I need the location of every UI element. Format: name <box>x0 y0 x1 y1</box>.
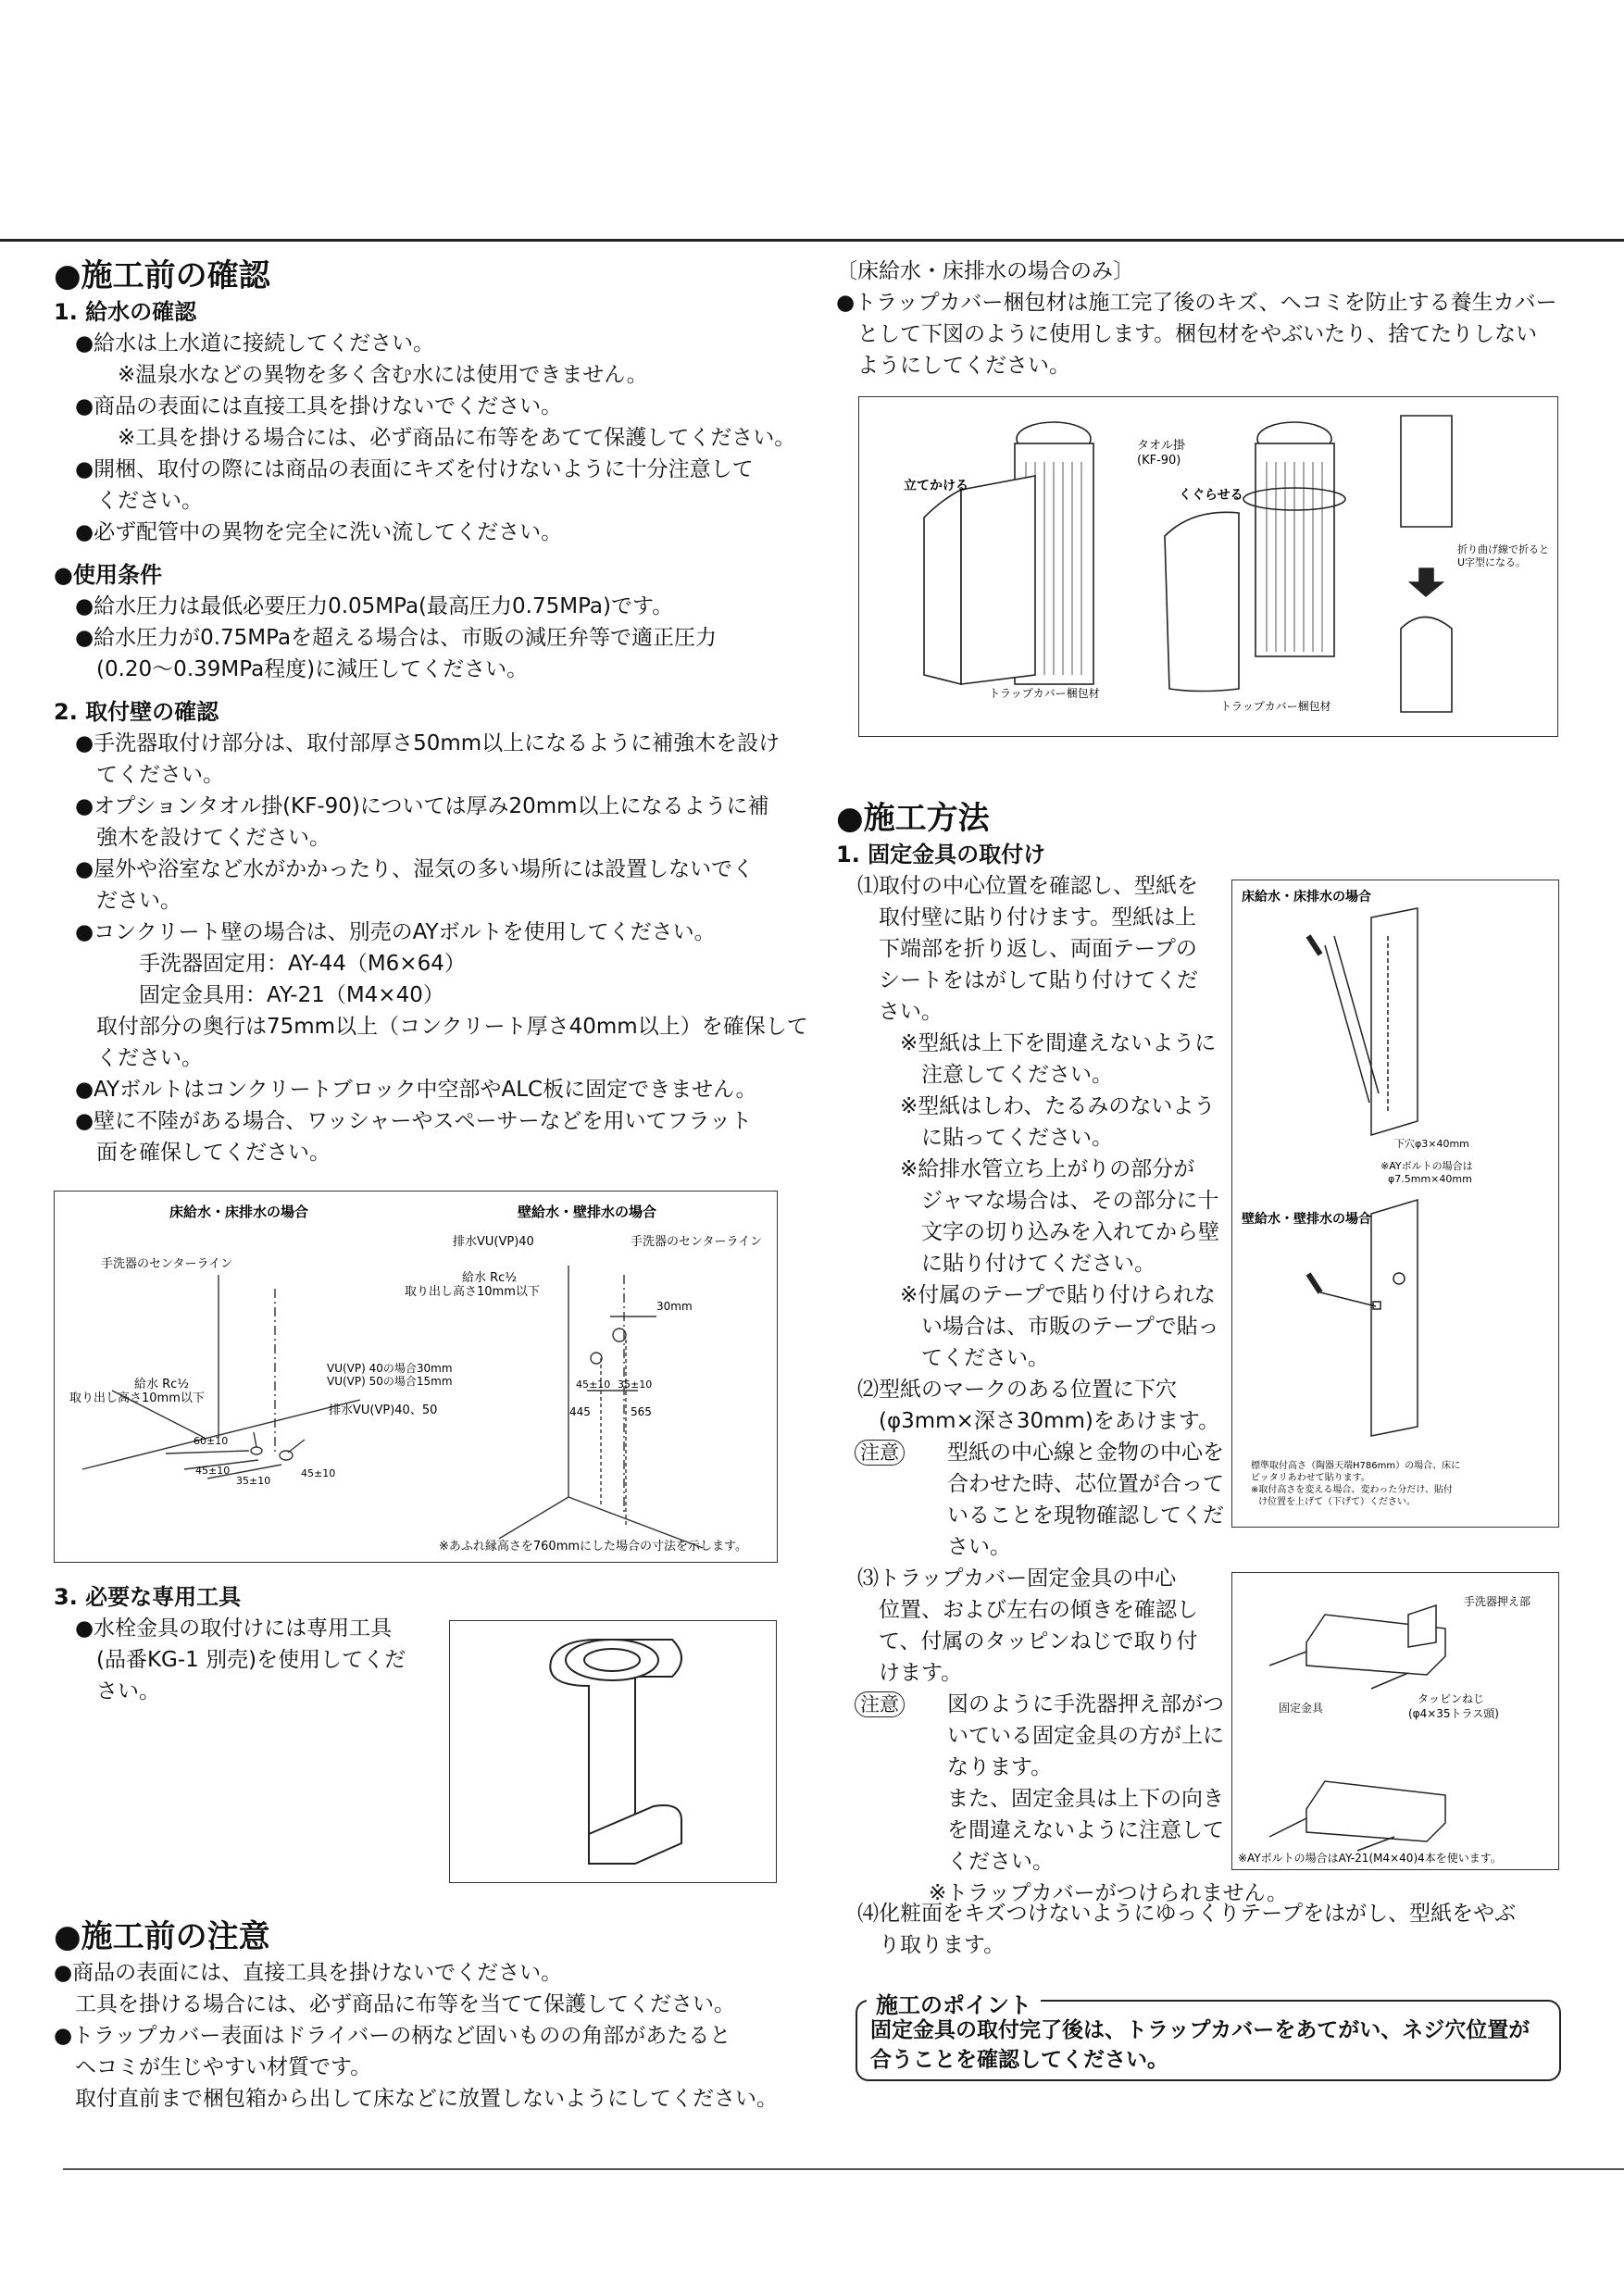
list-item: 文字の切り込みを入れてから壁 <box>836 1220 1219 1244</box>
packaging-figure <box>858 396 1558 737</box>
label-stand: 立てかける <box>904 479 968 493</box>
label-footnote: ※あふれ縁高さを760mmにした場合の寸法を示します。 <box>439 1540 747 1554</box>
list-item: 取付直前まで梱包箱から出して床などに放置しないようにしてください。 <box>54 2087 778 2111</box>
list-item: てください。 <box>54 763 224 787</box>
list-item: ●手洗器取付け部分は、取付部厚さ50mm以上になるように補強木を設け <box>54 731 781 755</box>
list-item: ※温泉水などの異物を多く含む水には使用できません。 <box>54 363 648 387</box>
list-item: を間違えないように注意して <box>947 1818 1224 1842</box>
list-item: 取付部分の奥行は75mm以上（コンクリート厚さ40mm以上）を確保して <box>54 1015 808 1039</box>
list-item: 工具を掛ける場合には、必ず商品に布等を当てて保護してください。 <box>54 1992 735 2016</box>
label-d60: 60±10 <box>194 1435 229 1447</box>
label-t-floor: 床給水・床排水の場合 <box>1242 890 1371 905</box>
list-item: 合わせた時、芯位置が合って <box>947 1472 1224 1496</box>
list-item: また、固定金具は上下の向き <box>947 1787 1224 1811</box>
label-w565: 565 <box>631 1405 652 1418</box>
list-item: に貼り付けてください。 <box>836 1252 1156 1276</box>
label-wall-height: 取り出し高さ10mm以下 <box>405 1285 540 1299</box>
subheading-water-supply: 1. 給水の確認 <box>54 299 197 325</box>
list-item: ⑷化粧面をキズつけないようにゆっくりテープをはがし、型紙をやぶ <box>836 1902 1517 1926</box>
list-item: ●AYボルトはコンクリートブロック中空部やALC板に固定できません。 <box>54 1078 757 1102</box>
label-drain: 排水VU(VP)40、50 <box>329 1404 438 1417</box>
list-item: いている固定金具の方が上に <box>947 1724 1224 1748</box>
label-wall-case: 壁給水・壁排水の場合 <box>518 1204 657 1220</box>
label-std2: ピッタリあわせて貼ります。 <box>1251 1473 1370 1483</box>
label-wall-supply: 給水 Rc½ <box>462 1271 517 1285</box>
list-item: ください。 <box>54 489 203 513</box>
label-d35: 35±10 <box>236 1475 271 1487</box>
point-title: 施工のポイント <box>867 1987 1041 2019</box>
subheading-floor-only: 〔床給水・床排水の場合のみ〕 <box>836 259 1134 283</box>
note-badge: 注意 <box>855 1691 905 1717</box>
list-item: に貼ってください。 <box>836 1126 1113 1150</box>
list-item: さい。 <box>54 1679 160 1703</box>
right-top <box>836 256 1577 381</box>
label-screw: タッピンねじ <box>1418 1692 1485 1705</box>
list-item: ださい。 <box>54 889 181 913</box>
label-w30: 30mm <box>656 1300 693 1313</box>
list-item: 取付壁に貼り付けます。型紙は上 <box>836 905 1197 930</box>
piping-diagram <box>54 1191 778 1563</box>
subheading-usage-conditions: ●使用条件 <box>54 562 162 588</box>
label-ay-note: ※AYボルトの場合はAY-21(M4×40)4本を使います。 <box>1238 1852 1502 1865</box>
label-supply-height: 取り出し高さ10mm以下 <box>69 1391 205 1405</box>
label-w445: 445 <box>569 1405 591 1418</box>
list-item: ●給水は上水道に接続してください。 <box>54 331 435 356</box>
list-item: ●商品の表面には直接工具を掛けないでください。 <box>54 394 563 418</box>
method-steps <box>836 870 1234 1437</box>
bottom-rule <box>63 2168 1624 2170</box>
subheading-fixture: 1. 固定金具の取付け <box>836 842 1046 867</box>
list-item: ください。 <box>54 1046 203 1070</box>
list-item: なります。 <box>947 1755 1053 1779</box>
label-towel: タオル掛 <box>1137 439 1186 453</box>
caution-section <box>54 1916 794 2115</box>
list-item: 面を確保してください。 <box>54 1141 331 1165</box>
packaging-drawing <box>859 397 1557 736</box>
label-wall-center: 手洗器のセンターライン <box>631 1235 763 1249</box>
list-item: いることを現物確認してくだ <box>947 1504 1224 1528</box>
label-std4: け位置を上げて（下げて）ください。 <box>1258 1497 1416 1507</box>
bracket-drawing <box>1232 1573 1558 1869</box>
list-item: り取ります。 <box>836 1933 1006 1957</box>
label-wall-drain: 排水VU(VP)40 <box>453 1235 534 1249</box>
list-item: 下端部を折り返し、両面テープの <box>836 937 1197 961</box>
point-line: 固定金具の取付完了後は、トラップカバーをあてがい、ネジ穴位置が <box>870 2018 1530 2042</box>
label-ay2: φ7.5mm×40mm <box>1388 1173 1472 1185</box>
bracket-figure <box>1231 1572 1559 1870</box>
label-w35: 35±10 <box>618 1379 653 1391</box>
list-item: さい。 <box>836 1000 943 1024</box>
label-through: くぐらせる <box>1179 488 1243 503</box>
left-column <box>54 256 808 1168</box>
list-item: ※トラップカバーがつけられません。 <box>929 1881 1288 1905</box>
subheading-tools: 3. 必要な専用工具 <box>54 1584 242 1610</box>
list-item: ●コンクリート壁の場合は、別売のAYボルトを使用してください。 <box>54 920 716 944</box>
tools-section <box>54 1581 461 1707</box>
label-ay1: ※AYボルトの場合は <box>1380 1160 1473 1172</box>
label-floor-case: 床給水・床排水の場合 <box>169 1204 309 1220</box>
label-d45a: 45±10 <box>195 1465 231 1477</box>
list-item: (0.20～0.39MPa程度)に減圧してください。 <box>54 657 529 681</box>
label-fixture: 固定金具 <box>1279 1702 1324 1715</box>
list-item: 注意してください。 <box>836 1063 1113 1087</box>
section-title-before-check: ●施工前の確認 <box>54 257 270 294</box>
label-fold: 折り曲げ線で折ると <box>1457 543 1549 555</box>
label-supply-rc: 給水 Rc½ <box>134 1378 189 1391</box>
list-item: ●給水圧力が0.75MPaを超える場合は、市販の減圧弁等で適正圧力 <box>54 626 718 650</box>
label-pack2: トラップカバー梱包材 <box>1220 700 1331 713</box>
label-vu40: VU(VP) 40の場合30mm <box>327 1362 453 1375</box>
method-section <box>836 798 1288 1909</box>
list-item: ●トラップカバー梱包材は施工完了後のキズ、ヘコミを防止する養生カバー <box>836 291 1557 315</box>
subheading-wall-check: 2. 取付壁の確認 <box>54 699 219 725</box>
template-drawing <box>1232 880 1558 1527</box>
label-pack1: トラップカバー梱包材 <box>989 687 1100 700</box>
list-item: ※型紙はしわ、たるみのないよう <box>836 1094 1216 1118</box>
list-item: ●オプションタオル掛(KF-90)については厚み20mm以上になるように補 <box>54 794 769 818</box>
list-item: として下図のように使用します。梱包材をやぶいたり、捨てたりしない <box>836 322 1538 346</box>
label-t-wall: 壁給水・壁排水の場合 <box>1242 1212 1371 1227</box>
list-item: ヘコミが生じやすい材質です。 <box>54 2055 372 2079</box>
list-item: 型紙の中心線と金物の中心を <box>947 1441 1224 1465</box>
list-item: ●水栓金具の取付けには専用工具 <box>54 1616 393 1641</box>
label-hole: 下穴φ3×40mm <box>1394 1138 1469 1150</box>
list-item: ●壁に不陸がある場合、ワッシャーやスペーサーなどを用いてフラット <box>54 1109 752 1133</box>
label-center-line: 手洗器のセンターライン <box>101 1257 233 1271</box>
template-figure <box>1231 880 1559 1528</box>
special-tool-icon <box>450 1621 776 1882</box>
list-item: ジャマな場合は、その部分に十 <box>836 1189 1219 1213</box>
note-2 <box>836 1689 1288 1909</box>
label-screw-spec: (φ4×35トラス頭) <box>1408 1707 1499 1720</box>
list-item: けます。 <box>836 1661 963 1685</box>
point-line: 合うことを確認してください。 <box>870 2048 1168 2072</box>
list-item: ※型紙は上下を間違えないように <box>836 1031 1217 1055</box>
note-1 <box>836 1437 1234 1563</box>
usage-list <box>54 591 785 685</box>
list-item: シートをはがして貼り付けてくだ <box>836 968 1198 992</box>
list-item: 手洗器固定用：AY-44（M6×64） <box>54 952 466 976</box>
list-item: ●開梱、取付の際には商品の表面にキズを付けないように十分注意して <box>54 457 754 481</box>
list-item: 位置、および左右の傾きを確認し <box>836 1598 1198 1622</box>
list-item: ください。 <box>947 1850 1054 1874</box>
label-towel-model: (KF-90) <box>1137 454 1181 468</box>
list-item: ⑴取付の中心位置を確認し、型紙を <box>836 874 1198 898</box>
list-item: ※工具を掛ける場合には、必ず商品に布等をあてて保護してください。 <box>54 426 796 450</box>
list-item: ※給排水管立ち上がりの部分が <box>836 1157 1195 1181</box>
wall-check-list <box>54 728 808 1168</box>
label-std1: 標準取付高さ（陶器天端H786mm）の場合、床に <box>1251 1461 1461 1471</box>
list-item: ※付属のテープで貼り付けられな <box>836 1283 1216 1307</box>
water-supply-list <box>54 328 796 548</box>
list-item: 図のように手洗器押え部がつ <box>947 1692 1224 1716</box>
list-item: ⑵型紙のマークのある位置に下穴 <box>836 1378 1177 1402</box>
list-item: ●屋外や浴室など水がかかったり、湿気の多い場所には設置しないでく <box>54 857 755 881</box>
label-std3: ※取付高さを変える場合、変わった分だけ、貼付 <box>1251 1485 1453 1495</box>
list-item: 強木を設けてください。 <box>54 826 331 850</box>
list-item: い場合は、市販のテープで貼っ <box>836 1315 1219 1339</box>
list-item: て、付属のタッピンねじで取り付 <box>836 1629 1198 1653</box>
step4 <box>836 1898 1577 1961</box>
piping-diagram-drawing <box>55 1192 777 1562</box>
list-item: てください。 <box>836 1346 1049 1370</box>
top-rule <box>0 239 1624 242</box>
label-d45b: 45±10 <box>301 1467 336 1479</box>
list-item: 固定金具用：AY-21（M4×40） <box>54 983 444 1007</box>
list-item: (品番KG-1 別売)を使用してくだ <box>54 1648 406 1672</box>
label-w45: 45±10 <box>576 1379 611 1391</box>
tool-figure <box>449 1620 777 1883</box>
list-item: ●必ず配管中の異物を完全に洗い流してください。 <box>54 520 563 544</box>
list-item: ●トラップカバー表面はドライバーの柄など固いものの角部があたると <box>54 2024 731 2048</box>
list-item: さい。 <box>947 1535 1011 1559</box>
list-item: ⑶トラップカバー固定金具の中心 <box>836 1566 1177 1591</box>
section-title-caution: ●施工前の注意 <box>54 1918 270 1955</box>
construction-point-box <box>856 1992 1561 2081</box>
list-item: ●給水圧力は最低必要圧力0.05MPa(最高圧力0.75MPa)です。 <box>54 594 674 618</box>
label-vu50: VU(VP) 50の場合15mm <box>327 1375 453 1388</box>
label-fold2: U字型になる。 <box>1457 556 1527 568</box>
list-item: ようにしてください。 <box>836 354 1070 378</box>
section-title-method: ●施工方法 <box>836 800 990 837</box>
label-press: 手洗器押え部 <box>1464 1595 1531 1608</box>
list-item: ●商品の表面には、直接工具を掛けないでください。 <box>54 1961 563 1985</box>
note-badge: 注意 <box>855 1440 905 1466</box>
list-item: (φ3mm×深さ30mm)をあけます。 <box>836 1409 1220 1433</box>
